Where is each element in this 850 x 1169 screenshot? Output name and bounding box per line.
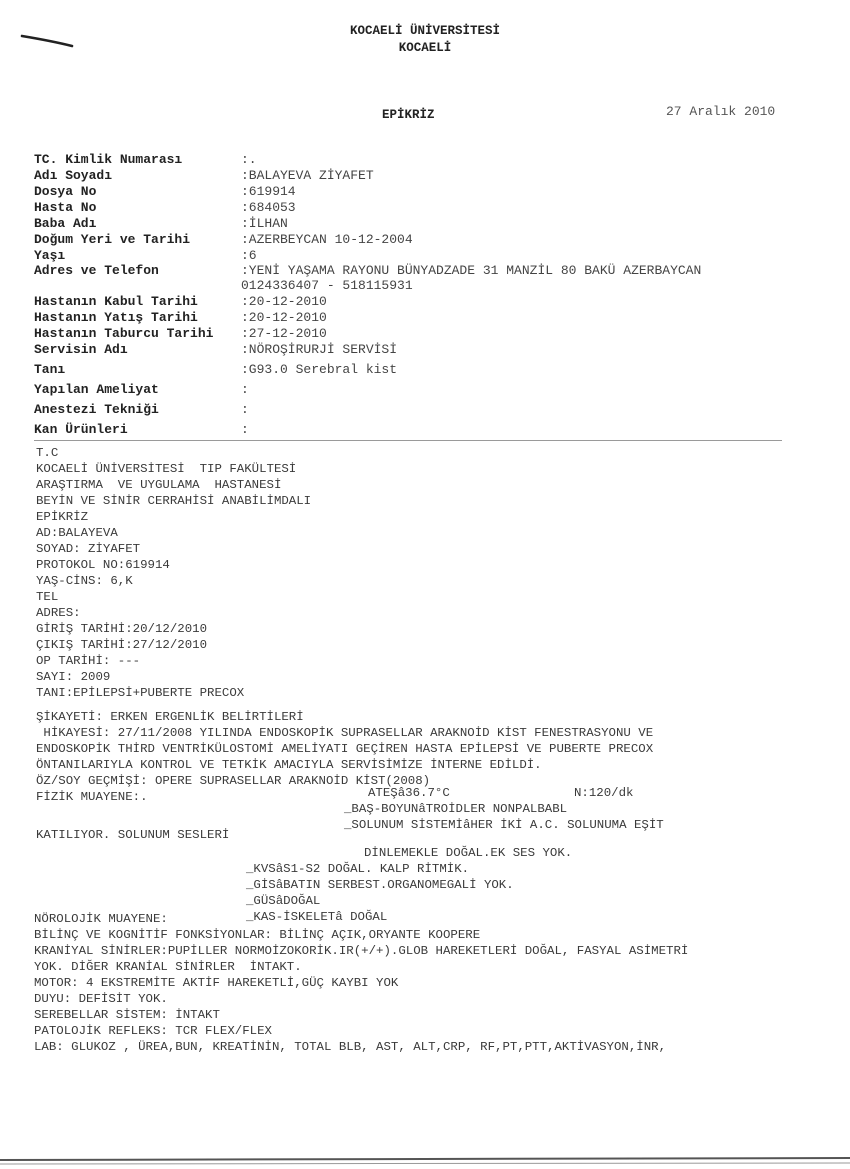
field-value-name: :BALAYEVA ZİYAFET <box>241 168 374 183</box>
field-label-service: Servisin Adı <box>34 342 128 357</box>
field-value-file-no: :619914 <box>241 184 296 199</box>
field-value-address: :YENİ YAŞAMA RAYONU BÜNYADZADE 31 MANZİL 80 BAKÜ AZERBAYCAN <box>241 263 702 278</box>
field-value-diagnosis: :G93.0 Serebral kist <box>241 362 398 377</box>
field-value-anesthesia: : <box>241 402 249 417</box>
field-value-discharge-date: :27-12-2010 <box>241 326 327 341</box>
field-label-admission-date: Hastanın Kabul Tarihi <box>34 294 198 309</box>
body-line-exit-date: ÇIKIŞ TARİHİ:27/12/2010 <box>36 638 208 652</box>
field-label-diagnosis: Tanı <box>34 362 66 377</box>
field-label-hospitalization-date: Hastanın Yatış Tarihi <box>34 310 198 325</box>
neuro-heading: NÖROLOJİK MUAYENE: <box>34 912 168 926</box>
neuro-cranial-nerves-2: YOK. DİĞER KRANİAL SİNİRLER İNTAKT. <box>34 960 302 974</box>
section-divider <box>34 440 782 441</box>
body-line-university: KOCAELİ ÜNİVERSİTESİ TIP FAKÜLTESİ <box>36 462 297 476</box>
neuro-reflex: PATOLOJİK REFLEKS: TCR FLEX/FLEX <box>34 1024 272 1038</box>
document-date: 27 Aralık 2010 <box>666 104 776 119</box>
body-line-tel: TEL <box>36 590 59 604</box>
body-line-protocol: PROTOKOL NO:619914 <box>36 558 170 572</box>
institution-name: KOCAELİ ÜNİVERSİTESİ <box>349 24 501 38</box>
body-line-epikriz: EPİKRİZ <box>36 510 89 524</box>
field-value-birth: :AZERBEYCAN 10-12-2004 <box>241 232 413 247</box>
body-line-first-name: AD:BALAYEVA <box>36 526 118 540</box>
exam-abdomen: _GİSâBATIN SERBEST.ORGANOMEGALİ YOK. <box>246 878 514 892</box>
field-value-admission-date: :20-12-2010 <box>241 294 327 309</box>
field-label-file-no: Dosya No <box>34 184 97 199</box>
exam-respiratory: _SOLUNUM SİSTEMİâHER İKİ A.C. SOLUNUMA EŞİT <box>344 818 664 832</box>
body-line-age-sex: YAŞ-CİNS: 6,K <box>36 574 133 588</box>
exam-auscultation: DİNLEMEKLE DOĞAL.EK SES YOK. <box>364 846 573 860</box>
exam-cardiovascular: _KVSâS1-S2 DOĞAL. KALP RİTMİK. <box>246 862 470 876</box>
field-value-blood-products: : <box>241 422 249 437</box>
lab-tests-line: LAB: GLUKOZ , ÜREA,BUN, KREATİNİN, TOTAL BLB, AST, ALT,CRP, RF,PT,PTT,AKTİVASYON,İNR, <box>34 1040 667 1054</box>
field-label-father-name: Baba Adı <box>34 216 97 231</box>
neuro-cranial-nerves-1: KRANİYAL SİNİRLER:PUPİLLER NORMOİZOKORİK.IR(+/+).GLOB HAREKETLERİ DOĞAL, FASYAL ASİMETRİ <box>34 944 689 958</box>
body-line-entry-date: GİRİŞ TARİHİ:20/12/2010 <box>36 622 208 636</box>
field-value-phone: 0124336407 - 518115931 <box>241 278 413 293</box>
neuro-sensory: DUYU: DEFİSİT YOK. <box>34 992 168 1006</box>
document-title: EPİKRİZ <box>382 108 435 122</box>
body-line-past-history: ÖZ/SOY GEÇMİŞİ: OPERE SUPRASELLAR ARAKNOİD KİST(2008) <box>36 774 431 788</box>
field-value-hospitalization-date: :20-12-2010 <box>241 310 327 325</box>
field-label-age: Yaşı <box>34 248 66 263</box>
exam-musculoskeletal: _KAS-İSKELETâ DOĞAL <box>246 910 388 924</box>
field-value-service: :NÖROŞİRURJİ SERVİSİ <box>241 342 398 357</box>
field-value-father-name: :İLHAN <box>241 216 288 231</box>
scan-bottom-edge <box>0 1152 850 1169</box>
body-line-physical-exam: FİZİK MUAYENE:. <box>36 790 148 804</box>
body-line-surname: SOYAD: ZİYAFET <box>36 542 141 556</box>
body-line-tc: T.C <box>36 446 59 460</box>
field-value-tc-kimlik: :. <box>241 152 257 167</box>
field-value-patient-no: :684053 <box>241 200 296 215</box>
exam-neck: _BAŞ-BOYUNâTROİDLER NONPALBABL <box>344 802 568 816</box>
body-line-complaint: ŞİKAYETİ: ERKEN ERGENLİK BELİRTİLERİ <box>36 710 304 724</box>
exam-fever: ATEŞâ36.7°C <box>368 786 450 800</box>
field-value-age: :6 <box>241 248 257 263</box>
exam-respiratory-cont: KATILIYOR. SOLUNUM SESLERİ <box>36 828 230 842</box>
neuro-consciousness: BİLİNÇ VE KOGNİTİF FONKSİYONLAR: BİLİNÇ AÇIK,ORYANTE KOOPERE <box>34 928 481 942</box>
body-line-op-date: OP TARİHİ: --- <box>36 654 141 668</box>
field-label-address: Adres ve Telefon <box>34 263 159 278</box>
exam-pulse: N:120/dk <box>574 786 634 800</box>
body-line-history-1: HİKAYESİ: 27/11/2008 YILINDA ENDOSKOPİK SUPRASELLAR ARAKNOİD KİST FENESTRASYONU VE <box>36 726 654 740</box>
field-value-surgery: : <box>241 382 249 397</box>
field-label-blood-products: Kan Ürünleri <box>34 422 128 437</box>
body-line-diagnosis: TANI:EPİLEPSİ+PUBERTE PRECOX <box>36 686 245 700</box>
body-line-history-2: ENDOSKOPİK THİRD VENTRİKÜLOSTOMİ AMELİYATI GEÇİREN HASTA EPİLEPSİ VE PUBERTE PRECOX <box>36 742 654 756</box>
body-line-address: ADRES: <box>36 606 81 620</box>
field-label-patient-no: Hasta No <box>34 200 97 215</box>
institution-city: KOCAELİ <box>398 41 452 55</box>
field-label-discharge-date: Hastanın Taburcu Tarihi <box>34 326 214 341</box>
body-line-department: BEYİN VE SİNİR CERRAHİSİ ANABİLİMDALI <box>36 494 312 508</box>
exam-eyes: _GÜSâDOĞAL <box>246 894 321 908</box>
neuro-motor: MOTOR: 4 EKSTREMİTE AKTİF HAREKETLİ,GÜÇ KAYBI YOK <box>34 976 399 990</box>
body-line-hospital: ARAŞTIRMA VE UYGULAMA HASTANESİ <box>36 478 282 492</box>
neuro-cerebellar: SEREBELLAR SİSTEM: İNTAKT <box>34 1008 220 1022</box>
field-label-anesthesia: Anestezi Tekniği <box>34 402 159 417</box>
body-line-number: SAYI: 2009 <box>36 670 111 684</box>
field-label-birth: Doğum Yeri ve Tarihi <box>34 232 191 247</box>
field-label-tc-kimlik: TC. Kimlik Numarası <box>34 152 183 167</box>
field-label-surgery: Yapılan Ameliyat <box>34 382 159 397</box>
body-line-history-3: ÖNTANILARIYLA KONTROL VE TETKİK AMACIYLA SERVİSİMİZE İNTERNE EDİLDİ. <box>36 758 542 772</box>
field-label-name: Adı Soyadı <box>34 168 113 183</box>
